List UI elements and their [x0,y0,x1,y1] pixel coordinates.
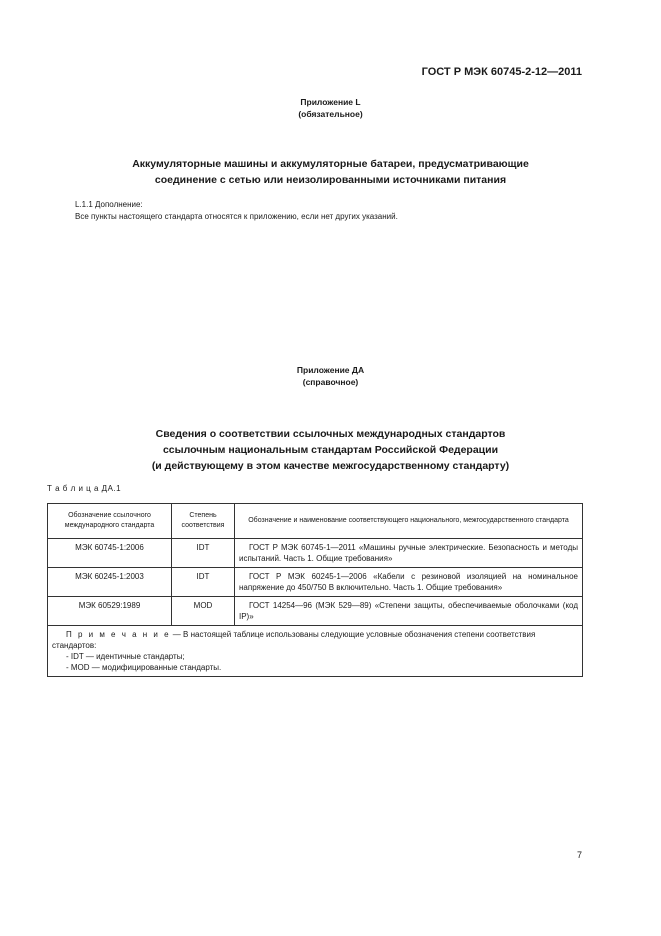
table-row [48,568,583,597]
appendix-da-title: Приложение ДА [296,365,365,375]
table-note [48,626,583,677]
note-item-idt: - IDT — идентичные стандарты; [66,652,185,661]
clause-l-1-1-text: Все пункты настоящего стандарта относятся к приложению, если нет других указаний. [75,212,398,221]
cell-degree: IDT [172,539,235,568]
cell-national-standard [235,597,583,626]
appendix-l-title: Приложение L [300,97,361,107]
cell-desc-text: ГОСТ 14254—96 (МЭК 529—89) «Степени защиты, обеспечиваемые оболочками (код IP)» [239,601,578,621]
appendix-l-status: (обязательное) [298,109,363,119]
appendix-l-body [75,199,585,223]
cell-desc-text: ГОСТ Р МЭК 60745-1—2011 «Машины ручные электрические. Безопасность и методы испытаний. Часть 1. Общие требования» [239,543,578,563]
appendix-l-heading-line2: соединение с сетью или неизолированными источниками питания [154,174,507,186]
table-header-row [48,504,583,539]
note-text: — В настоящей таблице использованы следующие условные обозначения степени соответствия стандартов: [52,630,536,650]
appendix-da-heading-line1: Сведения о соответствии ссылочных международных стандартов [155,428,506,440]
appendix-da-heading-line3: (и действующему в этом качестве межгосударственному стандарту) [151,460,510,472]
note-label: П р и м е ч а н и е [66,630,171,639]
appendix-l-heading-line1: Аккумуляторные машины и аккумуляторные батареи, предусматривающие [132,158,529,170]
cell-degree: IDT [172,568,235,597]
cell-intl-standard: МЭК 60529:1989 [48,597,172,626]
table-row [48,539,583,568]
note-paragraph [52,629,578,651]
clause-l-1-1: L.1.1 Дополнение: [75,200,143,209]
reference-standards-table [47,503,583,677]
cell-degree: MOD [172,597,235,626]
table-row [48,597,583,626]
cell-intl-standard: МЭК 60745-1:2006 [48,539,172,568]
cell-national-standard [235,568,583,597]
page-number: 7 [576,850,582,860]
appendix-da-status: (справочное) [302,377,359,387]
header-national-standard: Обозначение и наименование соответствующего национального, межгосударственного стандарта [235,504,583,539]
document-code: ГОСТ Р МЭК 60745-2-12—2011 [421,66,582,78]
cell-intl-standard: МЭК 60245-1:2003 [48,568,172,597]
note-item-mod: - MOD — модифицированные стандарты. [66,663,222,672]
table-note-row [48,626,583,677]
appendix-da-heading-line2: ссылочным национальным стандартам Российской Федерации [162,444,499,456]
cell-national-standard [235,539,583,568]
cell-desc-text: ГОСТ Р МЭК 60245-1—2006 «Кабели с резиновой изоляцией на номинальное напряжение до 450/750 В включительно. Часть 1. Общие требования» [239,572,578,592]
header-intl-standard: Обозначение ссылочного международного стандарта [48,504,172,539]
table-caption: Т а б л и ц а ДА.1 [47,484,122,493]
header-degree: Степень соответствия [172,504,235,539]
